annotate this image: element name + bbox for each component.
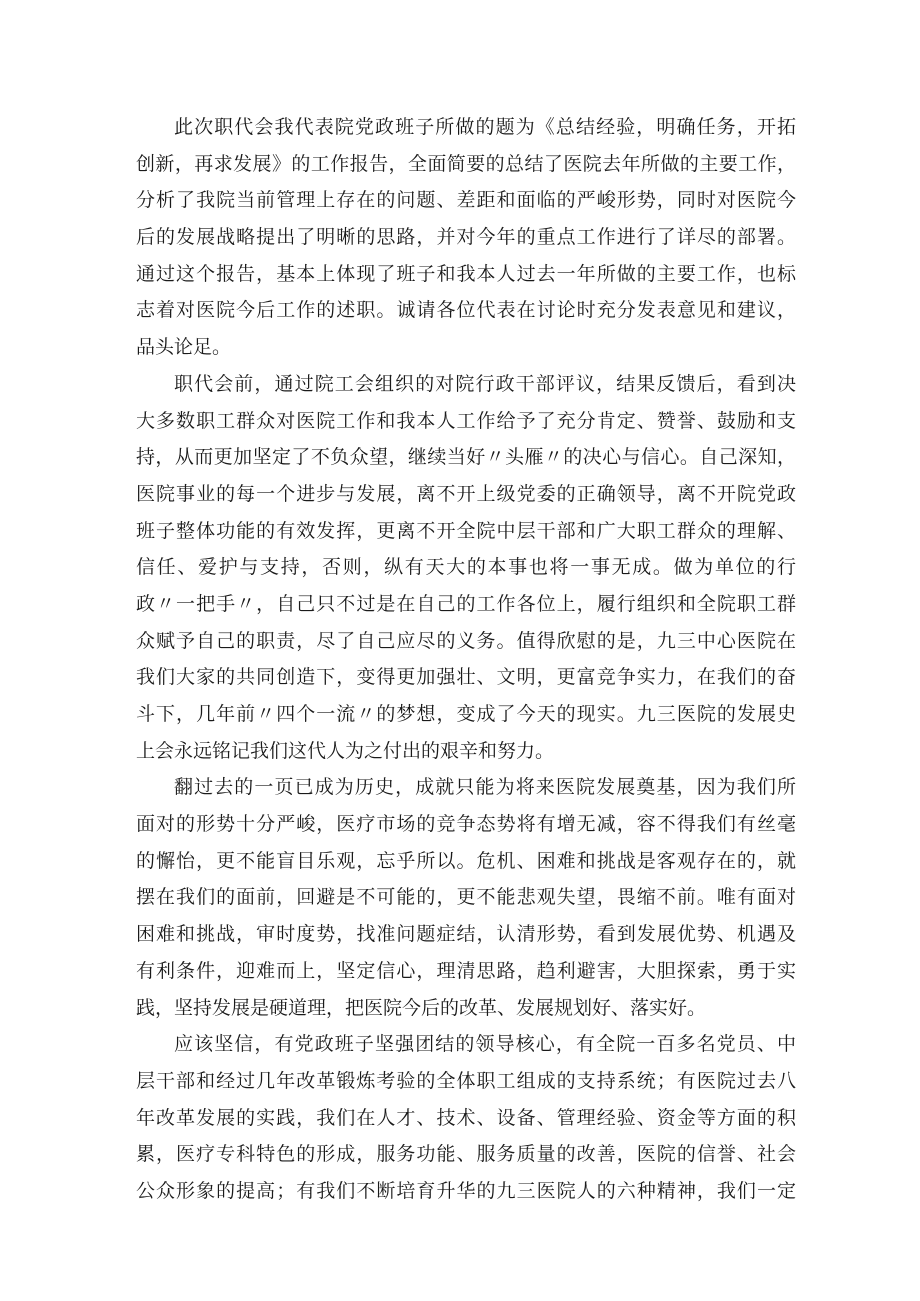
paragraph-line: 后的发展战略提出了明晰的思路，并对今年的重点工作进行了详尽的部署。	[136, 226, 796, 249]
paragraph-line: 累，医疗专科特色的形成，服务功能、服务质量的改善，医院的信誉、社会	[136, 1143, 796, 1166]
document-body	[136, 109, 796, 1210]
paragraph-line: 此次职代会我代表院党政班子所做的题为《总结经验，明确任务，开拓	[174, 116, 796, 138]
paragraph-line: 践，坚持发展是硬道理，把医院今后的改革、发展规划好、落实好。	[136, 996, 707, 1019]
paragraph-line: 困难和挑战，审时度势，找准问题症结，认清形势，看到发展优势、机遇及	[136, 923, 796, 946]
paragraph-line: 翻过去的一页已成为历史，成就只能为将来医院发展奠基，因为我们所	[174, 776, 796, 799]
paragraph-line: 政〃一把手〃，自己只不过是在自己的工作各位上，履行组织和全院职工群	[136, 592, 796, 615]
paragraph-line: 职代会前，通过院工会组织的对院行政干部评议，结果反馈后，看到决	[174, 372, 796, 395]
paragraph-line: 层干部和经过几年改革锻炼考验的全体职工组成的支持系统；有医院过去八	[136, 1069, 796, 1092]
paragraph	[136, 366, 796, 770]
paragraph-line: 持，从而更加坚定了不负众望，继续当好〃头雁〃的决心与信心。自己深知，	[136, 446, 796, 469]
paragraph-line: 年改革发展的实践，我们在人才、技术、设备、管理经验、资金等方面的积	[136, 1106, 796, 1129]
paragraph-line: 大多数职工群众对医院工作和我本人工作给予了充分肯定、赞誉、鼓励和支	[136, 409, 796, 432]
paragraph-line: 斗下，几年前〃四个一流〃的梦想，变成了今天的现实。九三医院的发展史	[136, 703, 796, 725]
paragraph-line: 创新，再求发展》的工作报告，全面简要的总结了医院去年所做的主要工作，	[136, 152, 796, 175]
paragraph-line: 摆在我们的面前，回避是不可能的，更不能悲观失望，畏缩不前。唯有面对	[136, 886, 796, 909]
paragraph-line: 的懈怡，更不能盲目乐观，忘乎所以。危机、困难和挑战是客观存在的，就	[136, 849, 796, 872]
paragraph-line: 通过这个报告，基本上体现了班子和我本人过去一年所做的主要工作，也标	[136, 262, 796, 285]
paragraph-line: 志着对医院今后工作的述职。诚请各位代表在讨论时充分发表意见和建议，	[136, 299, 796, 322]
paragraph-line: 信任、爱护与支持，否则，纵有天大的本事也将一事无成。做为单位的行	[136, 556, 796, 579]
paragraph-line: 上会永远铭记我们这代人为之付出的艰辛和努力。	[136, 739, 555, 762]
paragraph	[136, 1026, 796, 1209]
paragraph-line: 我们大家的共同创造下，变得更加强壮、文明，更富竞争实力，在我们的奋	[136, 666, 796, 689]
paragraph-line: 面对的形势十分严峻，医疗市场的竞争态势将有增无减，容不得我们有丝毫	[136, 813, 796, 836]
paragraph-line: 医院事业的每一个进步与发展，离不开上级党委的正确领导，离不开院党政	[136, 482, 796, 505]
paragraph-line: 应该坚信，有党政班子坚强团结的领导核心，有全院一百多名党员、中	[174, 1033, 796, 1056]
paragraph	[136, 769, 796, 1026]
paragraph-line: 众赋予自己的职责，尽了自己应尽的义务。值得欣慰的是，九三中心医院在	[136, 629, 796, 652]
paragraph-line: 有利条件，迎难而上，坚定信心，理清思路，趋利避害，大胆探索，勇于实	[136, 959, 796, 982]
paragraph	[136, 109, 796, 366]
paragraph-line: 班子整体功能的有效发挥，更离不开全院中层干部和广大职工群众的理解、	[136, 519, 796, 542]
paragraph-line: 公众形象的提高；有我们不断培育升华的九三医院人的六种精神，我们一定	[136, 1179, 796, 1202]
paragraph-line: 品头论足。	[136, 336, 232, 359]
paragraph-line: 分析了我院当前管理上存在的问题、差距和面临的严峻形势，同时对医院今	[136, 189, 796, 212]
